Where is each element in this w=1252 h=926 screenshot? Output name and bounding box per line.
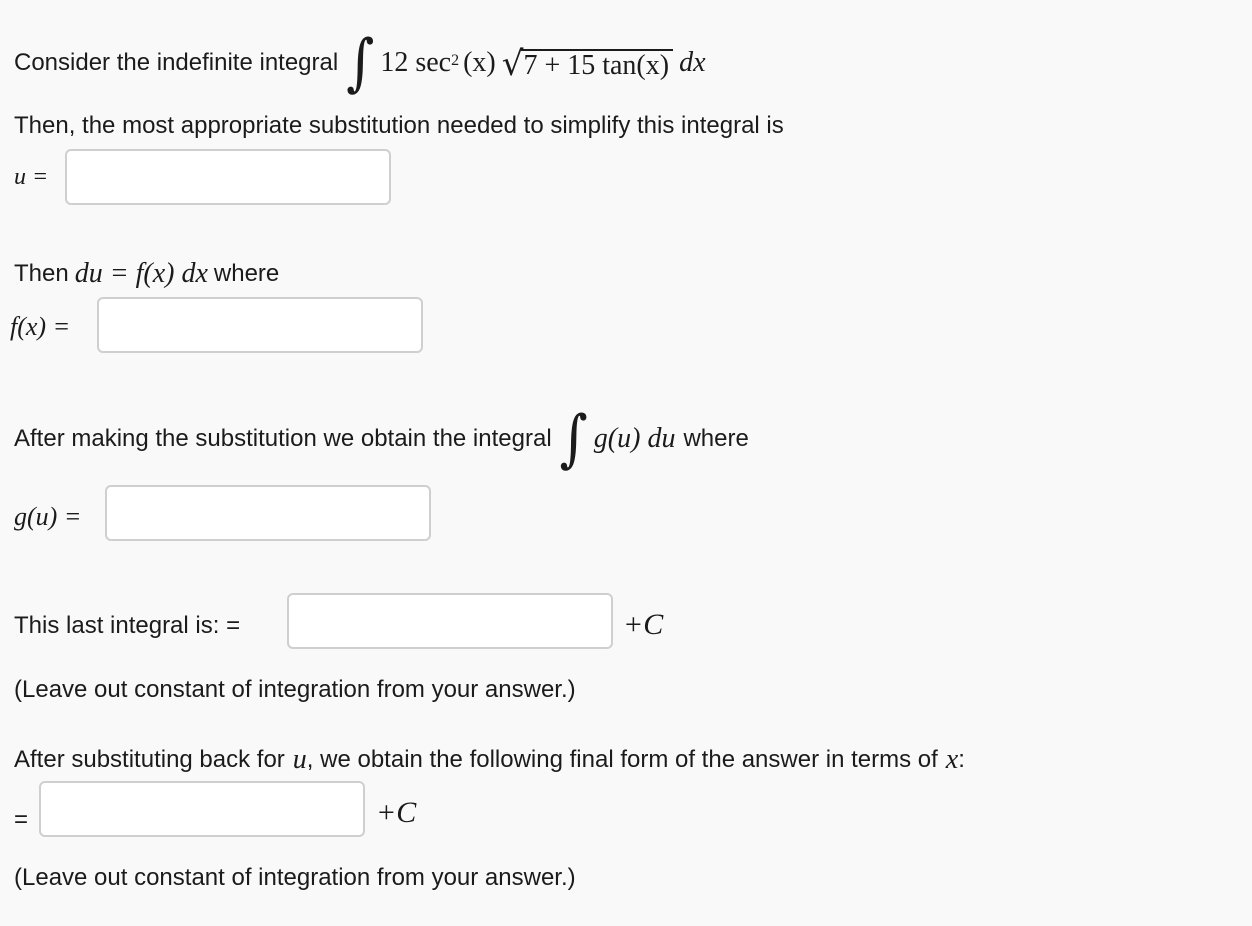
q1-prompt [14, 112, 784, 140]
q2-label-text: f(x) = [10, 312, 71, 341]
q5-label [14, 806, 28, 834]
integrand-arg: (x) [463, 47, 496, 78]
q5-text-suffix: : [958, 746, 965, 773]
q3-label-text: g(u) = [14, 502, 82, 531]
q5-prompt [14, 744, 965, 776]
q2-math: du = f(x) dx [74, 258, 208, 289]
q2-text-suffix: where [213, 260, 280, 287]
q1-label [14, 164, 48, 191]
fx-input[interactable] [97, 297, 423, 353]
q2-label [10, 312, 70, 342]
q4-text: This last integral is: = [14, 612, 241, 639]
intro-line [14, 26, 706, 99]
sqrt-sign-icon: √ [501, 44, 524, 85]
final-answer-input[interactable] [39, 781, 365, 837]
integrand-coeff: 12 sec [380, 47, 452, 78]
q3-text: After making the substitution we obtain the integral [14, 425, 552, 452]
q4-prompt [14, 612, 240, 640]
q4-note [14, 676, 576, 704]
q5-plus-c: +C [376, 796, 417, 829]
q3-label [14, 502, 81, 532]
q5-text-prefix: After substituting back for [14, 746, 285, 773]
q3-text-suffix: where [683, 425, 749, 452]
integral-expression [344, 26, 706, 99]
q5-label-text: = [14, 806, 29, 833]
q4-plus-c: +C [623, 608, 664, 641]
q2-text-prefix: Then [14, 260, 69, 287]
q5-note [14, 864, 576, 892]
integral-sign-icon: ∫ [346, 26, 375, 99]
q3-prompt [14, 402, 749, 475]
q5-var-u: u [292, 744, 307, 775]
q3-math: g(u) du [593, 423, 676, 454]
q5-var-x: x [945, 744, 959, 775]
u-input[interactable] [65, 149, 391, 205]
q5-note-text: (Leave out constant of integration from your answer.) [14, 864, 576, 891]
q1-label-text: u = [14, 164, 49, 190]
integral-result-input[interactable] [287, 593, 613, 649]
gu-input[interactable] [105, 485, 431, 541]
sqrt-radicand: 7 + 15 tan(x) [521, 49, 673, 82]
q3-integral [558, 402, 676, 475]
q2-prompt [14, 258, 279, 290]
intro-text: Consider the indefinite integral [14, 49, 339, 76]
integral-sign-icon: ∫ [559, 402, 588, 475]
q5-text-middle: , we obtain the following final form of the answer in terms of [306, 746, 938, 773]
integrand-dx: dx [679, 47, 706, 78]
q1-text: Then, the most appropriate substitution needed to simplify this integral is [14, 112, 784, 139]
q4-note-text: (Leave out constant of integration from your answer.) [14, 676, 576, 703]
sqrt-expression [501, 44, 673, 85]
integrand-power: 2 [451, 52, 460, 69]
